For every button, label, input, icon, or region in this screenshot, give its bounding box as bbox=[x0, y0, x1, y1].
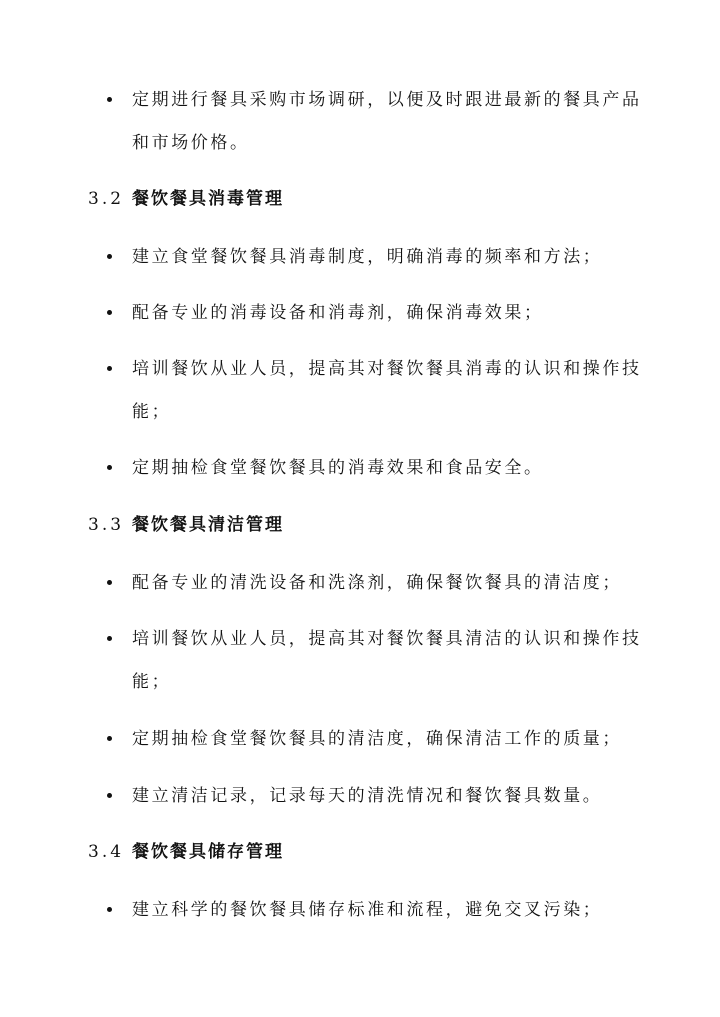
list-item-text: 配备专业的清洗设备和洗涤剂，确保餐饮餐具的清洁度； bbox=[132, 573, 622, 593]
list-item-text: 定期进行餐具采购市场调研，以便及时跟进最新的餐具产品 bbox=[132, 90, 642, 110]
section-heading bbox=[88, 184, 284, 214]
list-item bbox=[0, 453, 720, 483]
section-number: 3.2 bbox=[88, 189, 125, 209]
list-item-continuation bbox=[0, 667, 720, 697]
list-item bbox=[0, 354, 720, 384]
bullet-icon bbox=[107, 636, 112, 641]
list-item-continuation bbox=[0, 397, 720, 427]
list-item bbox=[0, 781, 720, 811]
section-title: 餐饮餐具储存管理 bbox=[132, 842, 284, 862]
bullet-icon bbox=[107, 254, 112, 259]
section-title: 餐饮餐具清洁管理 bbox=[132, 515, 284, 535]
bullet-icon bbox=[107, 793, 112, 798]
section-number: 3.4 bbox=[88, 842, 125, 862]
bullet-icon bbox=[107, 465, 112, 470]
list-item-continuation bbox=[0, 128, 720, 158]
list-item-text: 定期抽检食堂餐饮餐具的消毒效果和食品安全。 bbox=[132, 458, 544, 478]
bullet-icon bbox=[107, 366, 112, 371]
list-item-text: 能； bbox=[132, 672, 172, 692]
list-item-text: 能； bbox=[132, 402, 172, 422]
list-item bbox=[0, 895, 720, 925]
bullet-icon bbox=[107, 580, 112, 585]
list-item bbox=[0, 242, 720, 272]
list-item-text: 和市场价格。 bbox=[132, 133, 250, 153]
section-heading bbox=[88, 510, 284, 540]
bullet-icon bbox=[107, 736, 112, 741]
list-item bbox=[0, 298, 720, 328]
list-item bbox=[0, 724, 720, 754]
bullet-icon bbox=[107, 907, 112, 912]
list-item-text: 培训餐饮从业人员，提高其对餐饮餐具清洁的认识和操作技 bbox=[132, 629, 642, 649]
bullet-icon bbox=[107, 310, 112, 315]
list-item-text: 配备专业的消毒设备和消毒剂，确保消毒效果； bbox=[132, 303, 544, 323]
list-item bbox=[0, 85, 720, 115]
section-heading bbox=[88, 837, 284, 867]
list-item-text: 培训餐饮从业人员，提高其对餐饮餐具消毒的认识和操作技 bbox=[132, 359, 642, 379]
list-item bbox=[0, 624, 720, 654]
list-item-text: 建立食堂餐饮餐具消毒制度，明确消毒的频率和方法； bbox=[132, 247, 603, 267]
list-item bbox=[0, 568, 720, 598]
section-title: 餐饮餐具消毒管理 bbox=[132, 189, 284, 209]
bullet-icon bbox=[107, 97, 112, 102]
list-item-text: 建立清洁记录，记录每天的清洗情况和餐饮餐具数量。 bbox=[132, 786, 603, 806]
section-number: 3.3 bbox=[88, 515, 125, 535]
list-item-text: 建立科学的餐饮餐具储存标准和流程，避免交叉污染； bbox=[132, 900, 603, 920]
list-item-text: 定期抽检食堂餐饮餐具的清洁度，确保清洁工作的质量； bbox=[132, 729, 622, 749]
